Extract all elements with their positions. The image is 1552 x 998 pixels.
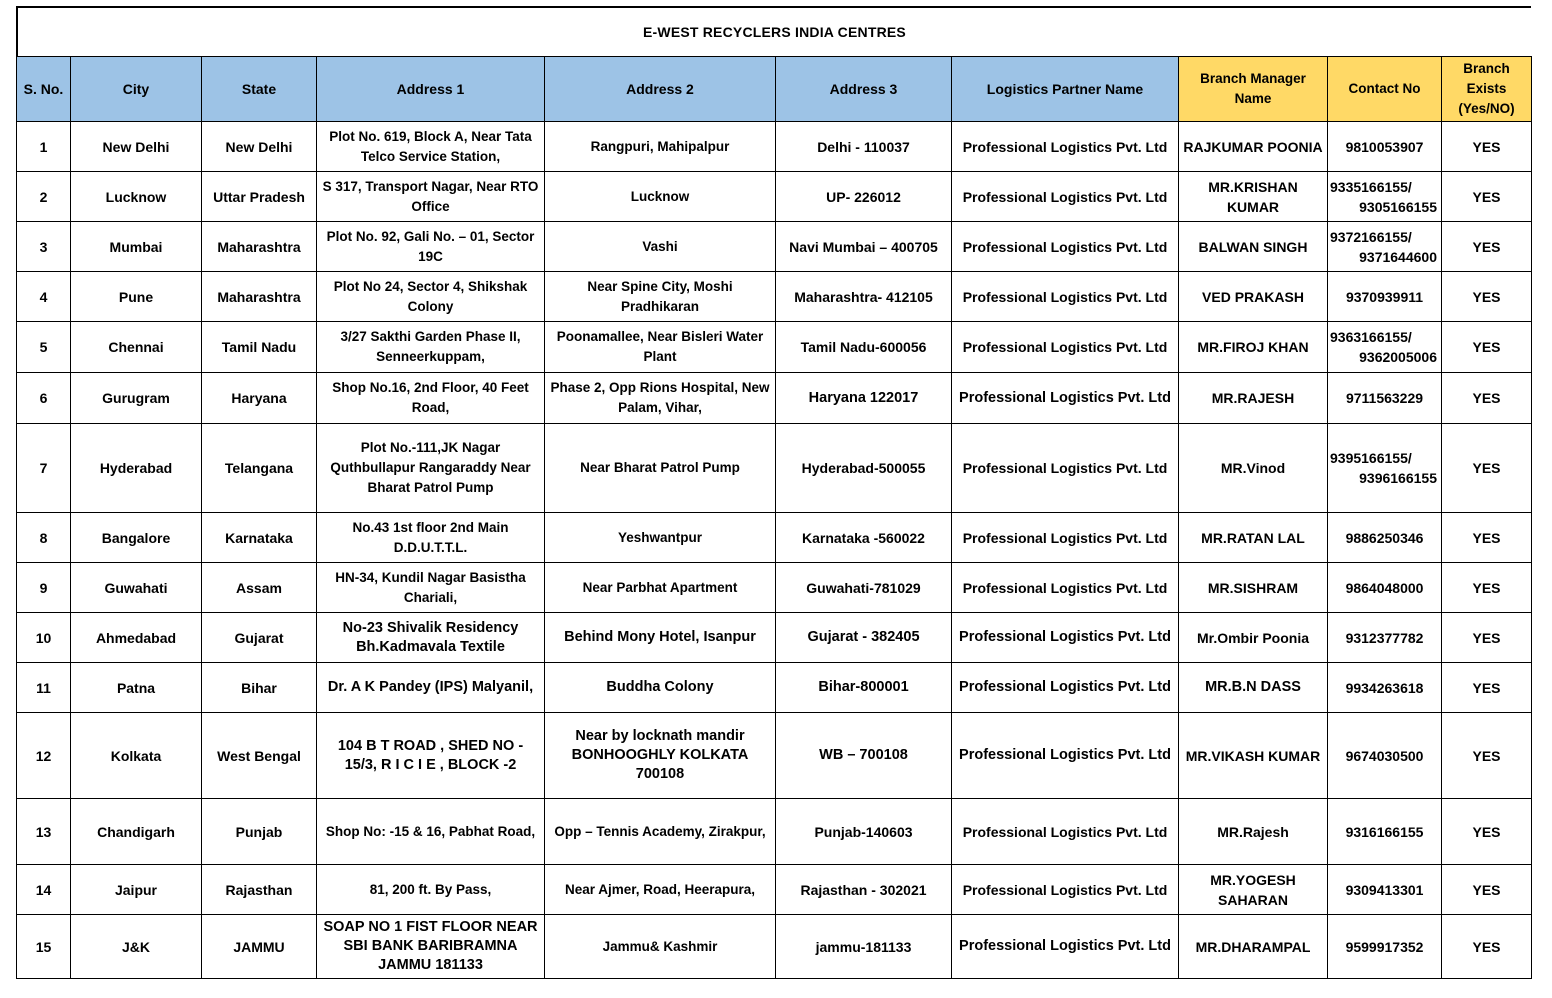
- cell-contact: [1328, 915, 1442, 979]
- table-row: [17, 613, 1532, 663]
- contact-primary: 9599917352: [1345, 938, 1424, 955]
- cell-city: Gurugram: [71, 373, 202, 424]
- cell-manager: MR.SISHRAM: [1179, 563, 1328, 613]
- cell-logistics: Professional Logistics Pvt. Ltd: [952, 424, 1179, 513]
- table-row: [17, 513, 1532, 563]
- cell-logistics: Professional Logistics Pvt. Ltd: [952, 799, 1179, 865]
- cell-address2: Vashi: [545, 222, 776, 272]
- contact-secondary: 9371644600: [1359, 248, 1437, 265]
- contact-primary: 9372166155/: [1330, 228, 1412, 245]
- cell-sno: 4: [17, 272, 71, 322]
- header-row: [17, 57, 1532, 122]
- cell-logistics: Professional Logistics Pvt. Ltd: [952, 563, 1179, 613]
- cell-city: Ahmedabad: [71, 613, 202, 663]
- cell-exists: YES: [1442, 122, 1532, 172]
- cell-logistics: Professional Logistics Pvt. Ltd: [952, 172, 1179, 222]
- contact-secondary: 9305166155: [1359, 198, 1437, 215]
- cell-manager: MR.DHARAMPAL: [1179, 915, 1328, 979]
- cell-address1: HN-34, Kundil Nagar Basistha Chariali,: [317, 563, 545, 613]
- table-row: [17, 322, 1532, 373]
- cell-exists: YES: [1442, 915, 1532, 979]
- cell-exists: YES: [1442, 172, 1532, 222]
- cell-exists: YES: [1442, 322, 1532, 373]
- header-state: State: [202, 57, 317, 122]
- cell-address3: Maharashtra- 412105: [776, 272, 952, 322]
- table-row: [17, 865, 1532, 915]
- contact-secondary: 9362005006: [1359, 349, 1437, 365]
- cell-city: Bangalore: [71, 513, 202, 563]
- cell-city: Mumbai: [71, 222, 202, 272]
- table-row: [17, 122, 1532, 172]
- cell-address3: Tamil Nadu-600056: [776, 322, 952, 373]
- cell-sno: 8: [17, 513, 71, 563]
- cell-state: Bihar: [202, 663, 317, 713]
- cell-exists: YES: [1442, 663, 1532, 713]
- cell-state: Maharashtra: [202, 222, 317, 272]
- cell-exists: YES: [1442, 272, 1532, 322]
- cell-exists: YES: [1442, 865, 1532, 915]
- header-exists: Branch Exists (Yes/NO): [1442, 57, 1532, 122]
- table-row: [17, 222, 1532, 272]
- contact-primary: 9309413301: [1345, 881, 1424, 898]
- cell-sno: 12: [17, 713, 71, 799]
- table-row: [17, 424, 1532, 513]
- contact-primary: 9864048000: [1345, 579, 1424, 596]
- cell-contact: [1328, 563, 1442, 613]
- cell-manager: Mr.Ombir Poonia: [1179, 613, 1328, 663]
- cell-sno: 10: [17, 613, 71, 663]
- contact-primary: 9312377782: [1345, 629, 1424, 646]
- cell-state: Uttar Pradesh: [202, 172, 317, 222]
- cell-address1: SOAP NO 1 FIST FLOOR NEAR SBI BANK BARIBRAMNA JAMMU 181133: [317, 915, 545, 979]
- contact-primary: 9711563229: [1345, 390, 1424, 406]
- cell-contact: [1328, 222, 1442, 272]
- cell-contact: [1328, 172, 1442, 222]
- cell-exists: YES: [1442, 373, 1532, 424]
- cell-address1: Shop No: -15 & 16, Pabhat Road,: [317, 799, 545, 865]
- cell-manager: RAJKUMAR POONIA: [1179, 122, 1328, 172]
- cell-contact: [1328, 865, 1442, 915]
- cell-sno: 9: [17, 563, 71, 613]
- contact-primary: 9363166155/: [1330, 329, 1412, 345]
- cell-address1: 3/27 Sakthi Garden Phase II, Senneerkuppam,: [317, 322, 545, 373]
- cell-manager: MR.KRISHAN KUMAR: [1179, 172, 1328, 222]
- cell-city: Jaipur: [71, 865, 202, 915]
- cell-state: New Delhi: [202, 122, 317, 172]
- cell-sno: 13: [17, 799, 71, 865]
- cell-logistics: Professional Logistics Pvt. Ltd: [952, 122, 1179, 172]
- cell-address3: Haryana 122017: [776, 373, 952, 424]
- cell-sno: 2: [17, 172, 71, 222]
- cell-state: Tamil Nadu: [202, 322, 317, 373]
- cell-contact: [1328, 373, 1442, 424]
- cell-address1: Dr. A K Pandey (IPS) Malyanil,: [317, 663, 545, 713]
- header-manager: Branch Manager Name: [1179, 57, 1328, 122]
- cell-address2: Lucknow: [545, 172, 776, 222]
- cell-address1: Plot No. 619, Block A, Near Tata Telco Service Station,: [317, 122, 545, 172]
- cell-address2: Poonamallee, Near Bisleri Water Plant: [545, 322, 776, 373]
- cell-sno: 7: [17, 424, 71, 513]
- contact-primary: 9335166155/: [1330, 178, 1412, 195]
- cell-contact: [1328, 613, 1442, 663]
- cell-manager: MR.B.N DASS: [1179, 663, 1328, 713]
- cell-sno: 15: [17, 915, 71, 979]
- cell-address1: Plot No.-111,JK Nagar Quthbullapur Rangaraddy Near Bharat Patrol Pump: [317, 424, 545, 513]
- cell-state: Gujarat: [202, 613, 317, 663]
- cell-state: Telangana: [202, 424, 317, 513]
- cell-address3: Bihar-800001: [776, 663, 952, 713]
- cell-exists: YES: [1442, 799, 1532, 865]
- cell-address1: Plot No. 92, Gali No. – 01, Sector 19C: [317, 222, 545, 272]
- cell-state: JAMMU: [202, 915, 317, 979]
- cell-exists: YES: [1442, 513, 1532, 563]
- cell-address2: Near by locknath mandir BONHOOGHLY KOLKATA 700108: [545, 713, 776, 799]
- cell-address2: Near Spine City, Moshi Pradhikaran: [545, 272, 776, 322]
- cell-city: Chandigarh: [71, 799, 202, 865]
- cell-address2: Near Parbhat Apartment: [545, 563, 776, 613]
- cell-manager: VED PRAKASH: [1179, 272, 1328, 322]
- cell-address3: Rajasthan - 302021: [776, 865, 952, 915]
- cell-exists: YES: [1442, 563, 1532, 613]
- cell-manager: BALWAN SINGH: [1179, 222, 1328, 272]
- header-address2: Address 2: [545, 57, 776, 122]
- contact-primary: 9886250346: [1345, 529, 1424, 546]
- cell-sno: 1: [17, 122, 71, 172]
- table-row: [17, 373, 1532, 424]
- header-city: City: [71, 57, 202, 122]
- cell-address3: Hyderabad-500055: [776, 424, 952, 513]
- cell-address2: Behind Mony Hotel, Isanpur: [545, 613, 776, 663]
- cell-contact: [1328, 663, 1442, 713]
- cell-contact: [1328, 799, 1442, 865]
- spreadsheet: [16, 6, 1531, 979]
- cell-contact: [1328, 424, 1442, 513]
- cell-city: Guwahati: [71, 563, 202, 613]
- header-address1: Address 1: [317, 57, 545, 122]
- sheet-title: E-WEST RECYCLERS INDIA CENTRES: [16, 6, 1531, 56]
- cell-address2: Near Bharat Patrol Pump: [545, 424, 776, 513]
- table-row: [17, 915, 1532, 979]
- cell-state: Assam: [202, 563, 317, 613]
- cell-city: Chennai: [71, 322, 202, 373]
- cell-logistics: Professional Logistics Pvt. Ltd: [952, 915, 1179, 979]
- cell-logistics: Professional Logistics Pvt. Ltd: [952, 513, 1179, 563]
- cell-city: Patna: [71, 663, 202, 713]
- cell-city: Pune: [71, 272, 202, 322]
- cell-exists: YES: [1442, 222, 1532, 272]
- cell-exists: YES: [1442, 613, 1532, 663]
- cell-logistics: Professional Logistics Pvt. Ltd: [952, 373, 1179, 424]
- header-contact: Contact No: [1328, 57, 1442, 122]
- cell-address1: Shop No.16, 2nd Floor, 40 Feet Road,: [317, 373, 545, 424]
- table-row: [17, 563, 1532, 613]
- contact-primary: 9395166155/: [1330, 450, 1412, 466]
- cell-address1: No.43 1st floor 2nd Main D.D.U.T.T.L.: [317, 513, 545, 563]
- cell-manager: MR.YOGESH SAHARAN: [1179, 865, 1328, 915]
- contact-primary: 9810053907: [1345, 138, 1424, 155]
- table-row: [17, 713, 1532, 799]
- cell-contact: [1328, 122, 1442, 172]
- cell-city: J&K: [71, 915, 202, 979]
- cell-state: Haryana: [202, 373, 317, 424]
- cell-logistics: Professional Logistics Pvt. Ltd: [952, 222, 1179, 272]
- cell-logistics: Professional Logistics Pvt. Ltd: [952, 322, 1179, 373]
- cell-state: Karnataka: [202, 513, 317, 563]
- cell-address3: Punjab-140603: [776, 799, 952, 865]
- contact-primary: 9674030500: [1345, 747, 1424, 764]
- cell-manager: MR.Rajesh: [1179, 799, 1328, 865]
- cell-address3: Gujarat - 382405: [776, 613, 952, 663]
- cell-address2: Jammu& Kashmir: [545, 915, 776, 979]
- cell-manager: MR.RAJESH: [1179, 373, 1328, 424]
- contact-primary: 9370939911: [1345, 288, 1424, 305]
- cell-sno: 11: [17, 663, 71, 713]
- cell-address3: Guwahati-781029: [776, 563, 952, 613]
- cell-address3: Karnataka -560022: [776, 513, 952, 563]
- cell-logistics: Professional Logistics Pvt. Ltd: [952, 613, 1179, 663]
- cell-address3: Delhi - 110037: [776, 122, 952, 172]
- centres-table: [16, 56, 1532, 979]
- contact-secondary: 9396166155: [1359, 470, 1437, 486]
- cell-sno: 6: [17, 373, 71, 424]
- cell-address2: Yeshwantpur: [545, 513, 776, 563]
- cell-state: Maharashtra: [202, 272, 317, 322]
- cell-manager: MR.FIROJ KHAN: [1179, 322, 1328, 373]
- cell-logistics: Professional Logistics Pvt. Ltd: [952, 663, 1179, 713]
- header-sno: S. No.: [17, 57, 71, 122]
- cell-address1: S 317, Transport Nagar, Near RTO Office: [317, 172, 545, 222]
- cell-contact: [1328, 513, 1442, 563]
- cell-address1: Plot No 24, Sector 4, Shikshak Colony: [317, 272, 545, 322]
- cell-contact: [1328, 713, 1442, 799]
- cell-address2: Near Ajmer, Road, Heerapura,: [545, 865, 776, 915]
- cell-city: New Delhi: [71, 122, 202, 172]
- contact-primary: 9934263618: [1345, 679, 1424, 696]
- cell-contact: [1328, 322, 1442, 373]
- header-logistics: Logistics Partner Name: [952, 57, 1179, 122]
- cell-state: Punjab: [202, 799, 317, 865]
- cell-manager: MR.VIKASH KUMAR: [1179, 713, 1328, 799]
- cell-city: Lucknow: [71, 172, 202, 222]
- cell-sno: 14: [17, 865, 71, 915]
- cell-manager: MR.RATAN LAL: [1179, 513, 1328, 563]
- cell-logistics: Professional Logistics Pvt. Ltd: [952, 865, 1179, 915]
- table-row: [17, 799, 1532, 865]
- table-row: [17, 663, 1532, 713]
- table-row: [17, 172, 1532, 222]
- cell-state: Rajasthan: [202, 865, 317, 915]
- contact-primary: 9316166155: [1345, 823, 1424, 840]
- cell-sno: 3: [17, 222, 71, 272]
- cell-exists: YES: [1442, 713, 1532, 799]
- cell-address1: 104 B T ROAD , SHED NO - 15/3, R I C I E , BLOCK -2: [317, 713, 545, 799]
- cell-sno: 5: [17, 322, 71, 373]
- cell-city: Hyderabad: [71, 424, 202, 513]
- cell-manager: MR.Vinod: [1179, 424, 1328, 513]
- cell-exists: YES: [1442, 424, 1532, 513]
- cell-address2: Phase 2, Opp Rions Hospital, New Palam, Vihar,: [545, 373, 776, 424]
- cell-address1: No-23 Shivalik Residency Bh.Kadmavala Textile: [317, 613, 545, 663]
- cell-address3: UP- 226012: [776, 172, 952, 222]
- cell-address3: Navi Mumbai – 400705: [776, 222, 952, 272]
- cell-address3: jammu-181133: [776, 915, 952, 979]
- table-row: [17, 272, 1532, 322]
- cell-address2: Opp – Tennis Academy, Zirakpur,: [545, 799, 776, 865]
- cell-logistics: Professional Logistics Pvt. Ltd: [952, 713, 1179, 799]
- header-address3: Address 3: [776, 57, 952, 122]
- cell-address3: WB – 700108: [776, 713, 952, 799]
- cell-address2: Buddha Colony: [545, 663, 776, 713]
- cell-address2: Rangpuri, Mahipalpur: [545, 122, 776, 172]
- cell-city: Kolkata: [71, 713, 202, 799]
- cell-logistics: Professional Logistics Pvt. Ltd: [952, 272, 1179, 322]
- cell-address1: 81, 200 ft. By Pass,: [317, 865, 545, 915]
- cell-contact: [1328, 272, 1442, 322]
- cell-state: West Bengal: [202, 713, 317, 799]
